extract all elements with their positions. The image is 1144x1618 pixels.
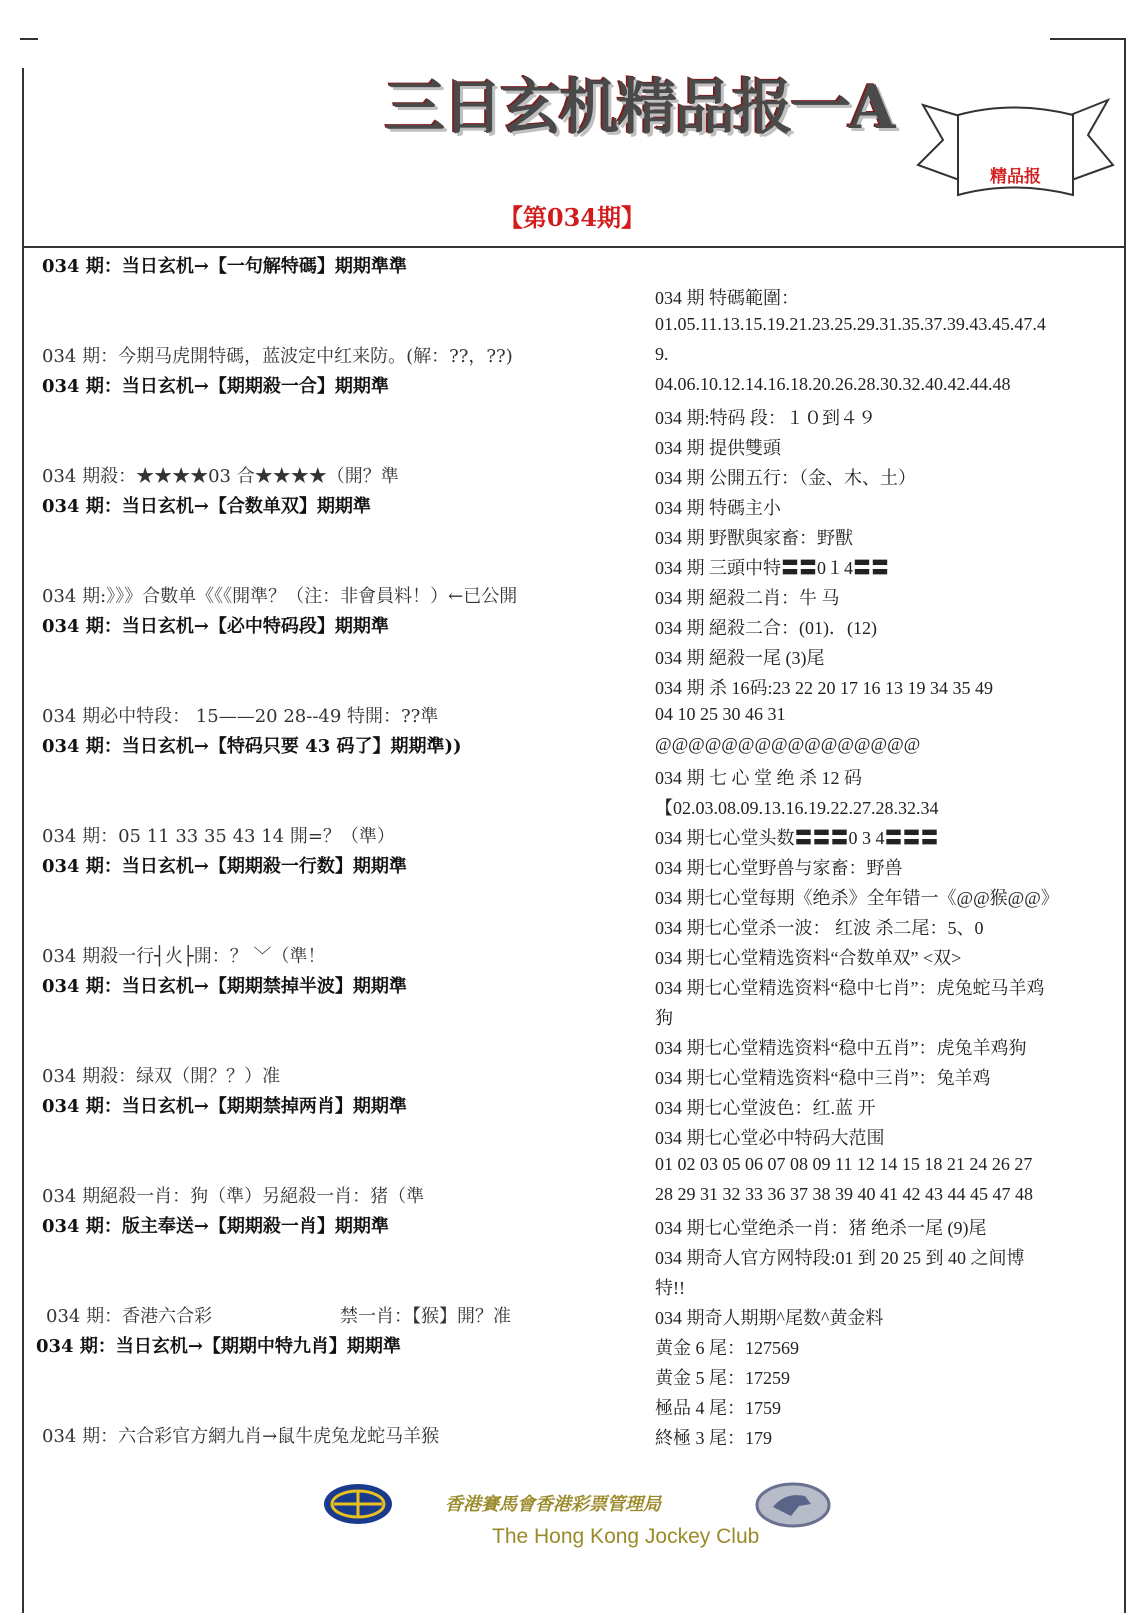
right-line: 034 期七心堂精选资料“稳中五肖”：虎兔羊鸡狗	[655, 1038, 1027, 1058]
left-line: 034 期：当日玄机→【期期殺一行数】期期準	[42, 856, 407, 877]
right-line: 034 期七心堂精选资料“稳中三肖”：兔羊鸡	[655, 1068, 991, 1088]
right-line: 034 期 特碼範圍：	[655, 288, 799, 308]
issue-number: 【第034期】	[498, 203, 646, 232]
right-line: 034 期 杀 16码:23 22 20 17 16 13 19 34 35 49	[655, 678, 994, 698]
right-line: 034 期 七 心 堂 绝 杀 12 码	[655, 768, 862, 788]
left-line: 034 期：香港六合彩	[46, 1306, 213, 1327]
frame-top-right	[1050, 38, 1125, 40]
right-line: 【02.03.08.09.13.16.19.22.27.28.32.34	[655, 798, 939, 818]
left-line: 034 期：当日玄机→【一句解特碼】期期準準	[42, 256, 407, 277]
right-line: 034 期 絕殺二合：(01)．(12)	[655, 618, 877, 638]
jockey-club-logo-icon	[755, 1482, 831, 1528]
right-line: 034 期七心堂精选资料“合数单双” <双>	[655, 948, 962, 968]
right-line: 034 期:特码 段：１０到４９	[655, 408, 876, 428]
lottery-logo-icon	[322, 1482, 394, 1526]
right-line: 9.	[655, 344, 669, 364]
left-line: 034 期必中特段： 15——20 28--49 特開：??準	[42, 706, 439, 727]
right-line: 特!!	[655, 1278, 685, 1298]
right-line: 034 期 特碼主小	[655, 498, 781, 518]
footer-chinese-name: 香港賽馬會香港彩票管理局	[445, 1494, 661, 1515]
right-line: 034 期 提供雙頭	[655, 438, 781, 458]
right-line: 034 期奇人官方网特段:01 到 20 25 到 40 之间博	[655, 1248, 1025, 1268]
left-line: 034 期殺一行┤火├開：？ ﹀（準！	[42, 946, 326, 967]
header-divider	[22, 246, 1126, 248]
ribbon-label: 精品报	[990, 167, 1041, 187]
footer-english-name: The Hong Kong Jockey Club	[492, 1525, 760, 1548]
right-line: 034 期 三頭中特〓〓0１4〓〓	[655, 558, 889, 578]
left-line: 034 期：当日玄机→【期期中特九肖】期期準	[36, 1336, 401, 1357]
right-line: 黄金 6 尾：127569	[655, 1338, 799, 1358]
right-line: 034 期七心堂精选资料“稳中七肖”：虎兔蛇马羊鸡	[655, 978, 1045, 998]
left-line: 034 期：当日玄机→【特码只要 43 码了】期期準))	[42, 736, 462, 757]
left-line: 034 期：当日玄机→【期期禁掉半波】期期準	[42, 976, 407, 997]
right-line: 034 期 絕殺一尾 (3)尾	[655, 648, 825, 668]
left-line: 034 期：当日玄机→【期期殺一合】期期準	[42, 376, 389, 397]
left-line: 034 期：当日玄机→【合数单双】期期準	[42, 496, 371, 517]
frame-left	[22, 68, 24, 1613]
left-line: 034 期：六合彩官方網九肖→鼠牛虎兔龙蛇马羊猴	[42, 1426, 440, 1447]
right-line: 034 期七心堂头数〓〓〓0 3 4〓〓〓	[655, 828, 939, 848]
right-line: 極品 4 尾：1759	[655, 1398, 781, 1418]
right-line: 終極 3 尾：179	[655, 1428, 772, 1448]
right-line: 黄金 5 尾：17259	[655, 1368, 790, 1388]
right-line: 034 期 野獸與家畜：野獸	[655, 528, 853, 548]
left-line: 034 期：今期马虎開特碼，蓝波定中红来防。(解：??，??)	[42, 346, 513, 367]
frame-right	[1124, 38, 1126, 1613]
right-line: 034 期 絕殺二肖：牛 马	[655, 588, 840, 608]
left-line: 034 期殺：绿双（開？？）准	[42, 1066, 281, 1087]
left-line: 034 期：版主奉送→【期期殺一肖】期期準	[42, 1216, 389, 1237]
right-line: 01.05.11.13.15.19.21.23.25.29.31.35.37.39.43.45.47.4	[655, 314, 1046, 334]
left-line: 034 期：05 11 33 35 43 14 開=？（準）	[42, 826, 395, 847]
page-title: 三日玄机精品报一A	[385, 73, 894, 143]
left-line: 034 期:》》》合數单《《《開準？（注：非會員料！）←已公開	[42, 586, 518, 607]
right-line: 034 期七心堂每期《绝杀》全年错一《@@猴@@》	[655, 888, 1059, 908]
right-line: 034 期奇人期期^尾数^黄金料	[655, 1308, 884, 1328]
right-line: 034 期七心堂必中特码大范围	[655, 1128, 885, 1148]
left-line: 034 期殺：★★★★03 合★★★★（開？準	[42, 466, 399, 487]
right-line: 04 10 25 30 46 31	[655, 704, 786, 724]
left-line: 禁一肖：【猴】開？准	[340, 1306, 511, 1327]
right-line: 034 期七心堂波色：红.蓝 开	[655, 1098, 876, 1118]
left-line: 034 期：当日玄机→【期期禁掉两肖】期期準	[42, 1096, 407, 1117]
right-line: 034 期七心堂绝杀一肖：猪 绝杀一尾 (9)尾	[655, 1218, 987, 1238]
right-line: 034 期七心堂杀一波： 红波 杀二尾：5、0	[655, 918, 984, 938]
left-line: 034 期：当日玄机→【必中特码段】期期準	[42, 616, 389, 637]
right-line: 28 29 31 32 33 36 37 38 39 40 41 42 43 44 45 47 48	[655, 1184, 1033, 1204]
left-line: 034 期絕殺一肖：狗（準）另絕殺一肖：猪（準	[42, 1186, 425, 1207]
right-line: 034 期 公開五行：（金、木、土）	[655, 468, 916, 488]
right-line: 04.06.10.12.14.16.18.20.26.28.30.32.40.42.44.48	[655, 374, 1011, 394]
right-line: 狗	[655, 1008, 673, 1028]
right-line: @@@@@@@@@@@@@@@@	[655, 734, 921, 754]
banner-ribbon-icon	[913, 85, 1118, 210]
right-line: 034 期七心堂野兽与家畜：野兽	[655, 858, 903, 878]
frame-top-left-tick	[20, 38, 38, 40]
right-line: 01 02 03 05 06 07 08 09 11 12 14 15 18 21 24 26 27	[655, 1154, 1033, 1174]
